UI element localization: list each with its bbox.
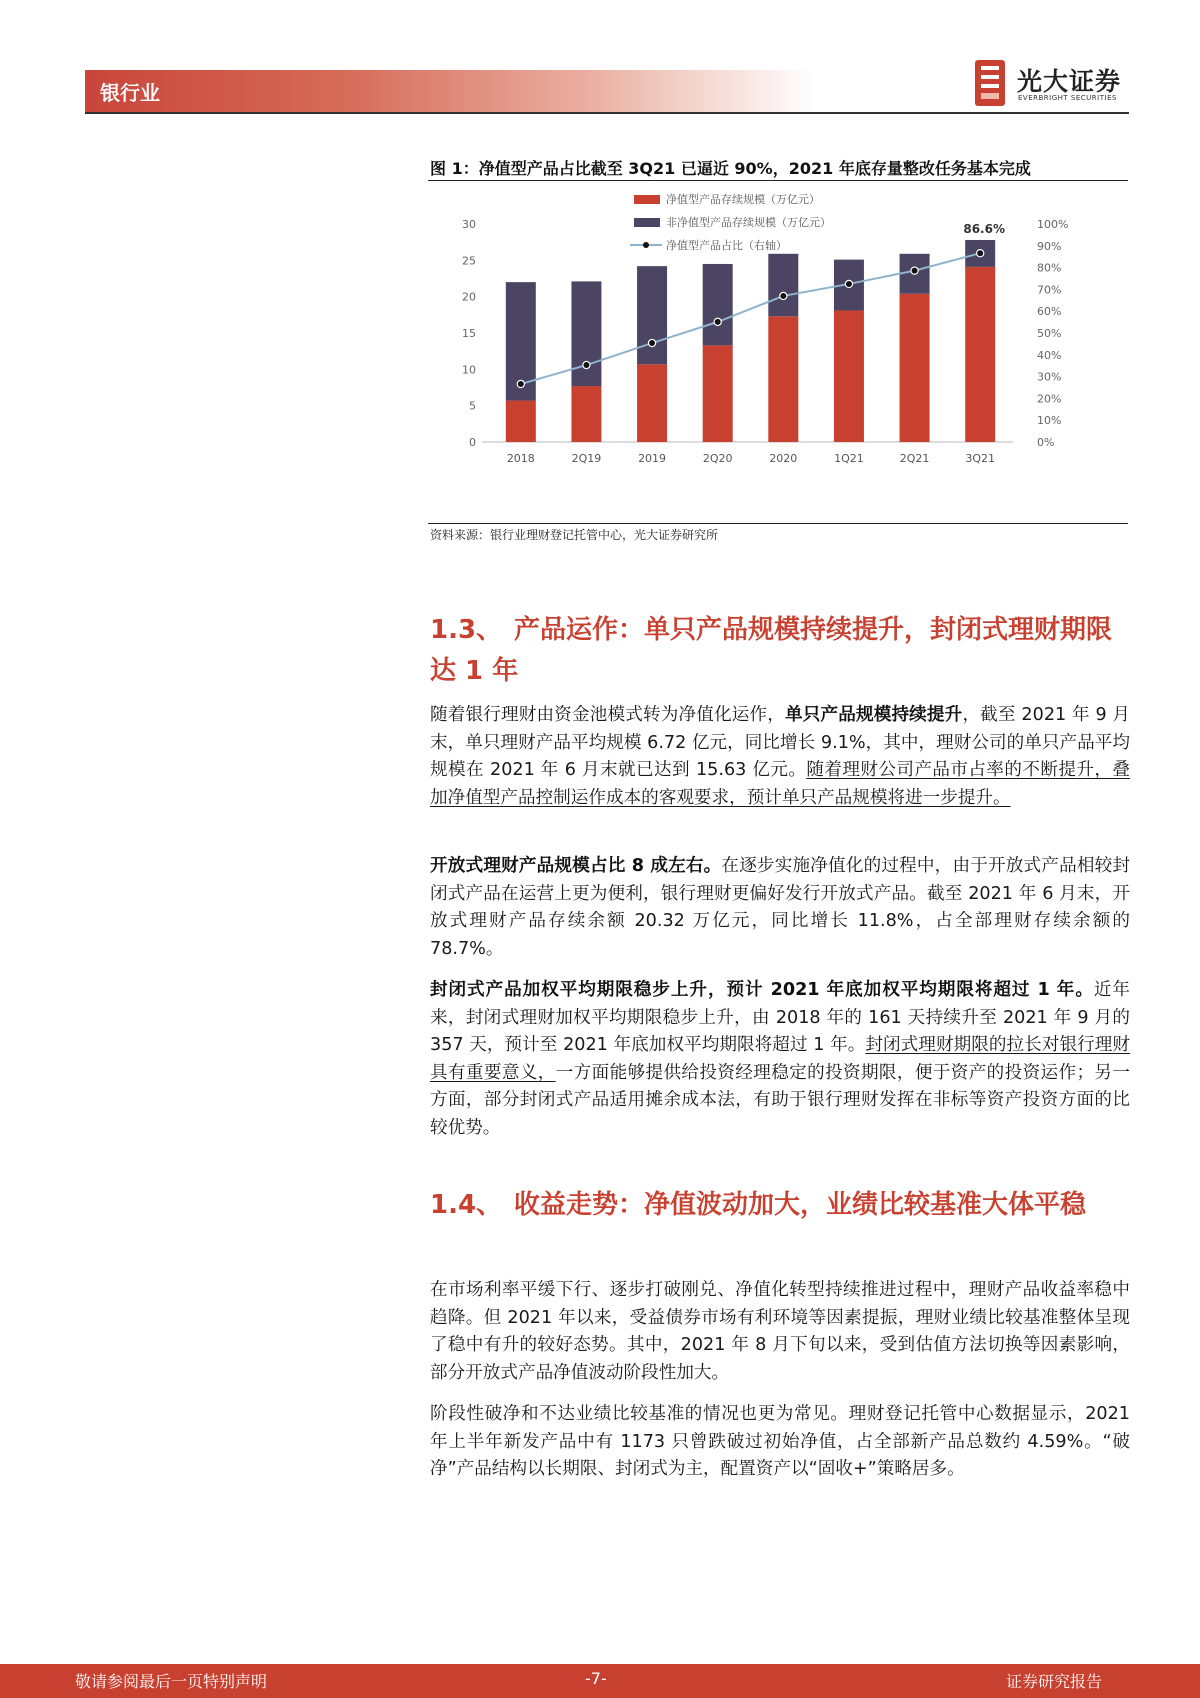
bar-net-value bbox=[571, 386, 601, 442]
text-run: ，截至 2021 年 9 月末，单只理财产品平均规模 6.72 亿元，同比增长 9.1%，其中，理财公司的单只产品平均规模在 2021 年 6 月末就已达到 15.63 亿元。 bbox=[430, 705, 1130, 780]
legend-label: 非净值型产品存续规模（万亿元） bbox=[666, 216, 831, 229]
bar-net-value bbox=[965, 267, 995, 442]
y-tick-label: 5 bbox=[469, 399, 476, 413]
underlined-text-run: 封闭式理财期限的拉长对银行理财具有重要意义， bbox=[430, 1035, 1130, 1083]
company-logo bbox=[975, 60, 1135, 110]
bar-net-value bbox=[834, 310, 864, 442]
ratio-point bbox=[518, 381, 524, 387]
x-tick-label: 3Q21 bbox=[965, 452, 996, 465]
bar-non-net-value bbox=[768, 254, 798, 316]
figure-title: 图 1：净值型产品占比截至 3Q21 已逼近 90%，2021 年底存量整改任务基本完成 bbox=[430, 159, 1031, 178]
y-tick-label: 20 bbox=[462, 290, 476, 304]
logo-chinese-name: 光大证券 bbox=[1017, 67, 1122, 96]
y2-tick-label: 50% bbox=[1037, 327, 1062, 340]
text-run: 一方面能够提供给投资经理稳定的投资期限，便于资产的投资运作；另一方面，部分封闭式产品适用摊余成本法，有助于银行理财发挥在非标等资产投资方面的比较优势。 bbox=[430, 1062, 1130, 1138]
underlined-text-run: 随着理财公司产品市占率的不断提升，叠加净值型产品控制运作成本的客观要求，预计单只产品规模将进一步提升。 bbox=[430, 760, 1130, 808]
x-tick-label: 2018 bbox=[506, 452, 535, 465]
ratio-point bbox=[715, 319, 721, 325]
ratio-point bbox=[649, 340, 655, 346]
y2-tick-label: 70% bbox=[1037, 283, 1062, 297]
section-14-paragraph-2: 阶段性破净和不达业绩比较基准的情况也更为常见。理财登记托管中心数据显示，2021 年上半年新发产品中有 1173 只曾跌破过初始净值，占全部新产品总数约 4.59%。“破净”产品结构以长期限、封闭式为主，配置资产以“固收+”策略居多。 bbox=[430, 1404, 1130, 1479]
ratio-point bbox=[977, 250, 983, 256]
y-tick-label: 10 bbox=[462, 363, 476, 377]
bar-net-value bbox=[768, 316, 798, 442]
figure-bottom-rule bbox=[428, 523, 1128, 524]
y2-tick-label: 10% bbox=[1037, 414, 1062, 428]
y2-tick-label: 80% bbox=[1037, 261, 1062, 275]
bar-non-net-value bbox=[571, 281, 601, 386]
y-tick-label: 30 bbox=[462, 218, 476, 231]
ratio-point bbox=[583, 362, 589, 368]
stacked-bar-line-chart bbox=[428, 182, 1128, 522]
ratio-point bbox=[846, 281, 852, 287]
section-14-heading bbox=[430, 1185, 1130, 1226]
section-13-paragraph-2 bbox=[430, 853, 1130, 963]
text-run: 随着银行理财由资金池模式转为净值化运作， bbox=[430, 705, 785, 725]
bar-non-net-value bbox=[703, 264, 733, 345]
y2-tick-label: 30% bbox=[1037, 370, 1062, 384]
legend-swatch-net-value bbox=[634, 195, 660, 204]
x-tick-label: 2020 bbox=[769, 452, 798, 465]
logo-english-name: EVERBRIGHT SECURITIES bbox=[1018, 94, 1117, 102]
bar-net-value bbox=[637, 364, 667, 442]
text-run: 在逐步实施净值化的过程中，由于开放式产品相较封闭式产品在运营上更为便利，银行理财更偏好发行开放式产品。截至 2021 年 6 月末，开放式理财产品存续余额 20.32 万亿元，同比增长 11.8%，占全部理财存续余额的 78.7%。 bbox=[430, 856, 1130, 959]
annotation-label: 86.6% bbox=[963, 222, 1006, 237]
section-13-paragraph-1 bbox=[430, 702, 1130, 812]
page-number: -7- bbox=[585, 1669, 607, 1688]
section-13-heading bbox=[430, 610, 1130, 692]
x-tick-label: 2Q19 bbox=[571, 452, 602, 465]
legend-swatch-ratio-point bbox=[643, 242, 649, 248]
bold-text-run: 开放式理财产品规模占比 8 成左右。 bbox=[430, 856, 722, 876]
y2-tick-label: 100% bbox=[1037, 218, 1069, 231]
x-tick-label: 2Q20 bbox=[702, 452, 733, 465]
footer-disclaimer: 敬请参阅最后一页特别声明 bbox=[75, 1672, 268, 1691]
y2-tick-label: 0% bbox=[1037, 436, 1055, 449]
y2-tick-label: 20% bbox=[1037, 392, 1062, 406]
ratio-point bbox=[912, 268, 918, 274]
x-tick-label: 1Q21 bbox=[834, 452, 864, 465]
section-13-number: 1.3、 bbox=[430, 615, 503, 645]
sector-label: 银行业 bbox=[100, 81, 160, 105]
legend-label: 净值型产品存续规模（万亿元） bbox=[666, 193, 820, 206]
x-tick-label: 2019 bbox=[638, 452, 667, 465]
section-14-paragraph-1: 在市场利率平缓下行、逐步打破刚兑、净值化转型持续推进过程中，理财产品收益率稳中趋降。但 2021 年以来，受益债券市场有利环境等因素提振，理财业绩比较基准整体呈现了稳中有升的较好态势。其中，2021 年 8 月下旬以来，受到估值方法切换等因素影响，部分开放式产品净值波动阶段性加大。 bbox=[430, 1280, 1130, 1383]
y-tick-label: 15 bbox=[462, 327, 476, 340]
x-tick-label: 2Q21 bbox=[899, 452, 930, 465]
section-13-title: 产品运作：单只产品规模持续提升，封闭式理财期限达 1 年 bbox=[430, 615, 1113, 686]
header-band bbox=[85, 70, 815, 112]
y-tick-label: 0 bbox=[469, 436, 476, 449]
section-14-title: 收益走势：净值波动加大，业绩比较基准大体平稳 bbox=[514, 1190, 1087, 1220]
figure-source: 资料来源：银行业理财登记托管中心，光大证券研究所 bbox=[430, 528, 719, 542]
bold-text-run: 封闭式产品加权平均期限稳步上升，预计 2021 年底加权平均期限将超过 1 年。 bbox=[430, 980, 1094, 1000]
section-13-paragraph-3 bbox=[430, 977, 1130, 1142]
bar-net-value bbox=[506, 401, 536, 442]
y2-tick-label: 40% bbox=[1037, 348, 1062, 362]
y2-tick-label: 90% bbox=[1037, 239, 1062, 253]
bar-net-value bbox=[900, 294, 930, 442]
section-14-number: 1.4、 bbox=[430, 1190, 503, 1220]
legend-swatch-non-net-value bbox=[634, 218, 660, 227]
bar-net-value bbox=[703, 345, 733, 442]
y-tick-label: 25 bbox=[462, 254, 476, 268]
legend-label: 净值型产品占比（右轴） bbox=[666, 239, 787, 252]
text-run: 近年来，封闭式理财加权平均期限稳步上升，由 2018 年的 161 天持续升至 2021 年 9 月的 357 天，预计至 2021 年底加权平均期限将超过 1 年。 bbox=[430, 980, 1130, 1055]
ratio-point bbox=[780, 293, 786, 299]
header-divider bbox=[85, 112, 1129, 114]
bar-non-net-value bbox=[637, 266, 667, 364]
y2-tick-label: 60% bbox=[1037, 305, 1062, 319]
logo-mark-icon bbox=[975, 60, 1005, 106]
footer-doc-type: 证券研究报告 bbox=[1006, 1672, 1103, 1691]
figure-top-rule bbox=[428, 180, 1128, 181]
bold-text-run: 单只产品规模持续提升 bbox=[784, 705, 963, 725]
